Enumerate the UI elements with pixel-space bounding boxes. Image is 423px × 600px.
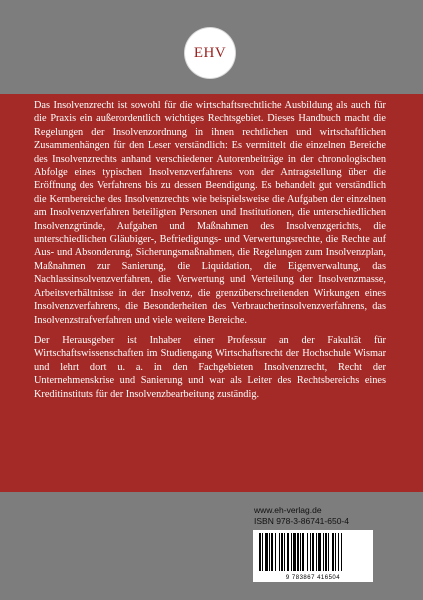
- barcode-bar: [307, 533, 308, 571]
- publisher-info: [254, 505, 349, 527]
- barcode-bar: [325, 533, 327, 571]
- ehv-logo: [185, 28, 235, 78]
- barcode-bar: [332, 533, 334, 571]
- barcode-bar: [262, 533, 263, 571]
- barcode-bar: [265, 533, 268, 571]
- barcode-bar: [275, 533, 276, 571]
- barcode-digits: 9 783867 416504: [285, 575, 341, 581]
- barcode-bar: [302, 533, 304, 571]
- barcode-bar: [310, 533, 311, 571]
- back-cover-text: [34, 99, 386, 408]
- editor-paragraph: Der Herausgeber ist Inhaber einer Professur an der Fakultät für Wirtschaftswissenschaften im Studiengang Wirtschaftsrecht der Hochschule Wismar und lehrt dort u. a. in den Fachgebieten Insolvenzrecht, Recht der Unternehmenskrise und Sanierung und war als Leiter des Rechtsbereichs eines Kreditinstituts für der Insolvenzbearbeitung zuständig.: [34, 334, 386, 400]
- barcode-bars: [257, 533, 369, 571]
- description-paragraph: Das Insolvenzrecht ist sowohl für die wirtschaftsrechtliche Ausbildung als auch für die Praxis ein außerordentlich wichtiges Rechtsgebiet. Dieses Handbuch macht die Regelungen der Insolvenzordnung in ihnen rechtlichen und wirtschaftlichen Zusammenhängen für den Leser verständlich: Es vermittelt die einzelnen Bereiche des Insolvenzrechts anhand verschiedener Autorenbeiträge in der chronologischen Abfolge eines typischen Insolvenzverfahrens von der Antragstellung über die Eröffnung des Verfahrens bis zu dessen Beendigung. Es behandelt gut verständlich die Kernbereiche des Insolvenzrechts wie beispielsweise die Aufgaben der einzelnen am Insolvenzverfahren beteiligten Personen und Institutionen, die unterschiedlichen Insolvenzgründe, Aufgaben und Maßnahmen des Insolvenzgerichts, die unterschiedlichen Gläubiger-, Befriedigungs- und Verwertungsrechte, die Rechte auf Aus- und Absonderung, Sicherungsmaßnahmen, die Regelungen zum Insolvenzplan, Maßnahmen zur Sanierung, die Liquidation, die Eigenverwaltung, das Nachlassinsolvenzverfahren, die Verwertung und Verteilung der Insolvenzmasse, Arbeitsverhältnisse in der Insolvenz, die grenzüberschreitenden Wirkungen eines Insolvenzverfahrens, die Besonderheiten des Verbraucherinsolvenzverfahrens, das Insolvenzstrafverfahren und viele weitere Bereiche.: [34, 100, 386, 326]
- barcode-bar: [293, 533, 296, 571]
- barcode-bar: [300, 533, 301, 571]
- barcode-bar: [323, 533, 324, 571]
- publisher-website: www.eh-verlag.de: [254, 505, 322, 515]
- isbn-text: ISBN 978-3-86741-650-4: [254, 516, 349, 526]
- barcode-bar: [297, 533, 299, 571]
- barcode-bar: [281, 533, 283, 571]
- barcode-bar: [318, 533, 321, 571]
- barcode-bar: [341, 533, 342, 571]
- barcode-bar: [271, 533, 273, 571]
- barcode-bar: [335, 533, 336, 571]
- barcode-bar: [328, 533, 329, 571]
- barcode-bar: [269, 533, 270, 571]
- barcode-bar: [312, 533, 314, 571]
- barcode-bar: [279, 533, 280, 571]
- barcode-bar: [338, 533, 339, 571]
- barcode-bar: [287, 533, 289, 571]
- barcode-bar: [291, 533, 292, 571]
- barcode-bar: [259, 533, 261, 571]
- logo-text: EHV: [193, 44, 227, 61]
- barcode-bar: [316, 533, 317, 571]
- barcode-bar: [284, 533, 285, 571]
- barcode: [253, 530, 373, 582]
